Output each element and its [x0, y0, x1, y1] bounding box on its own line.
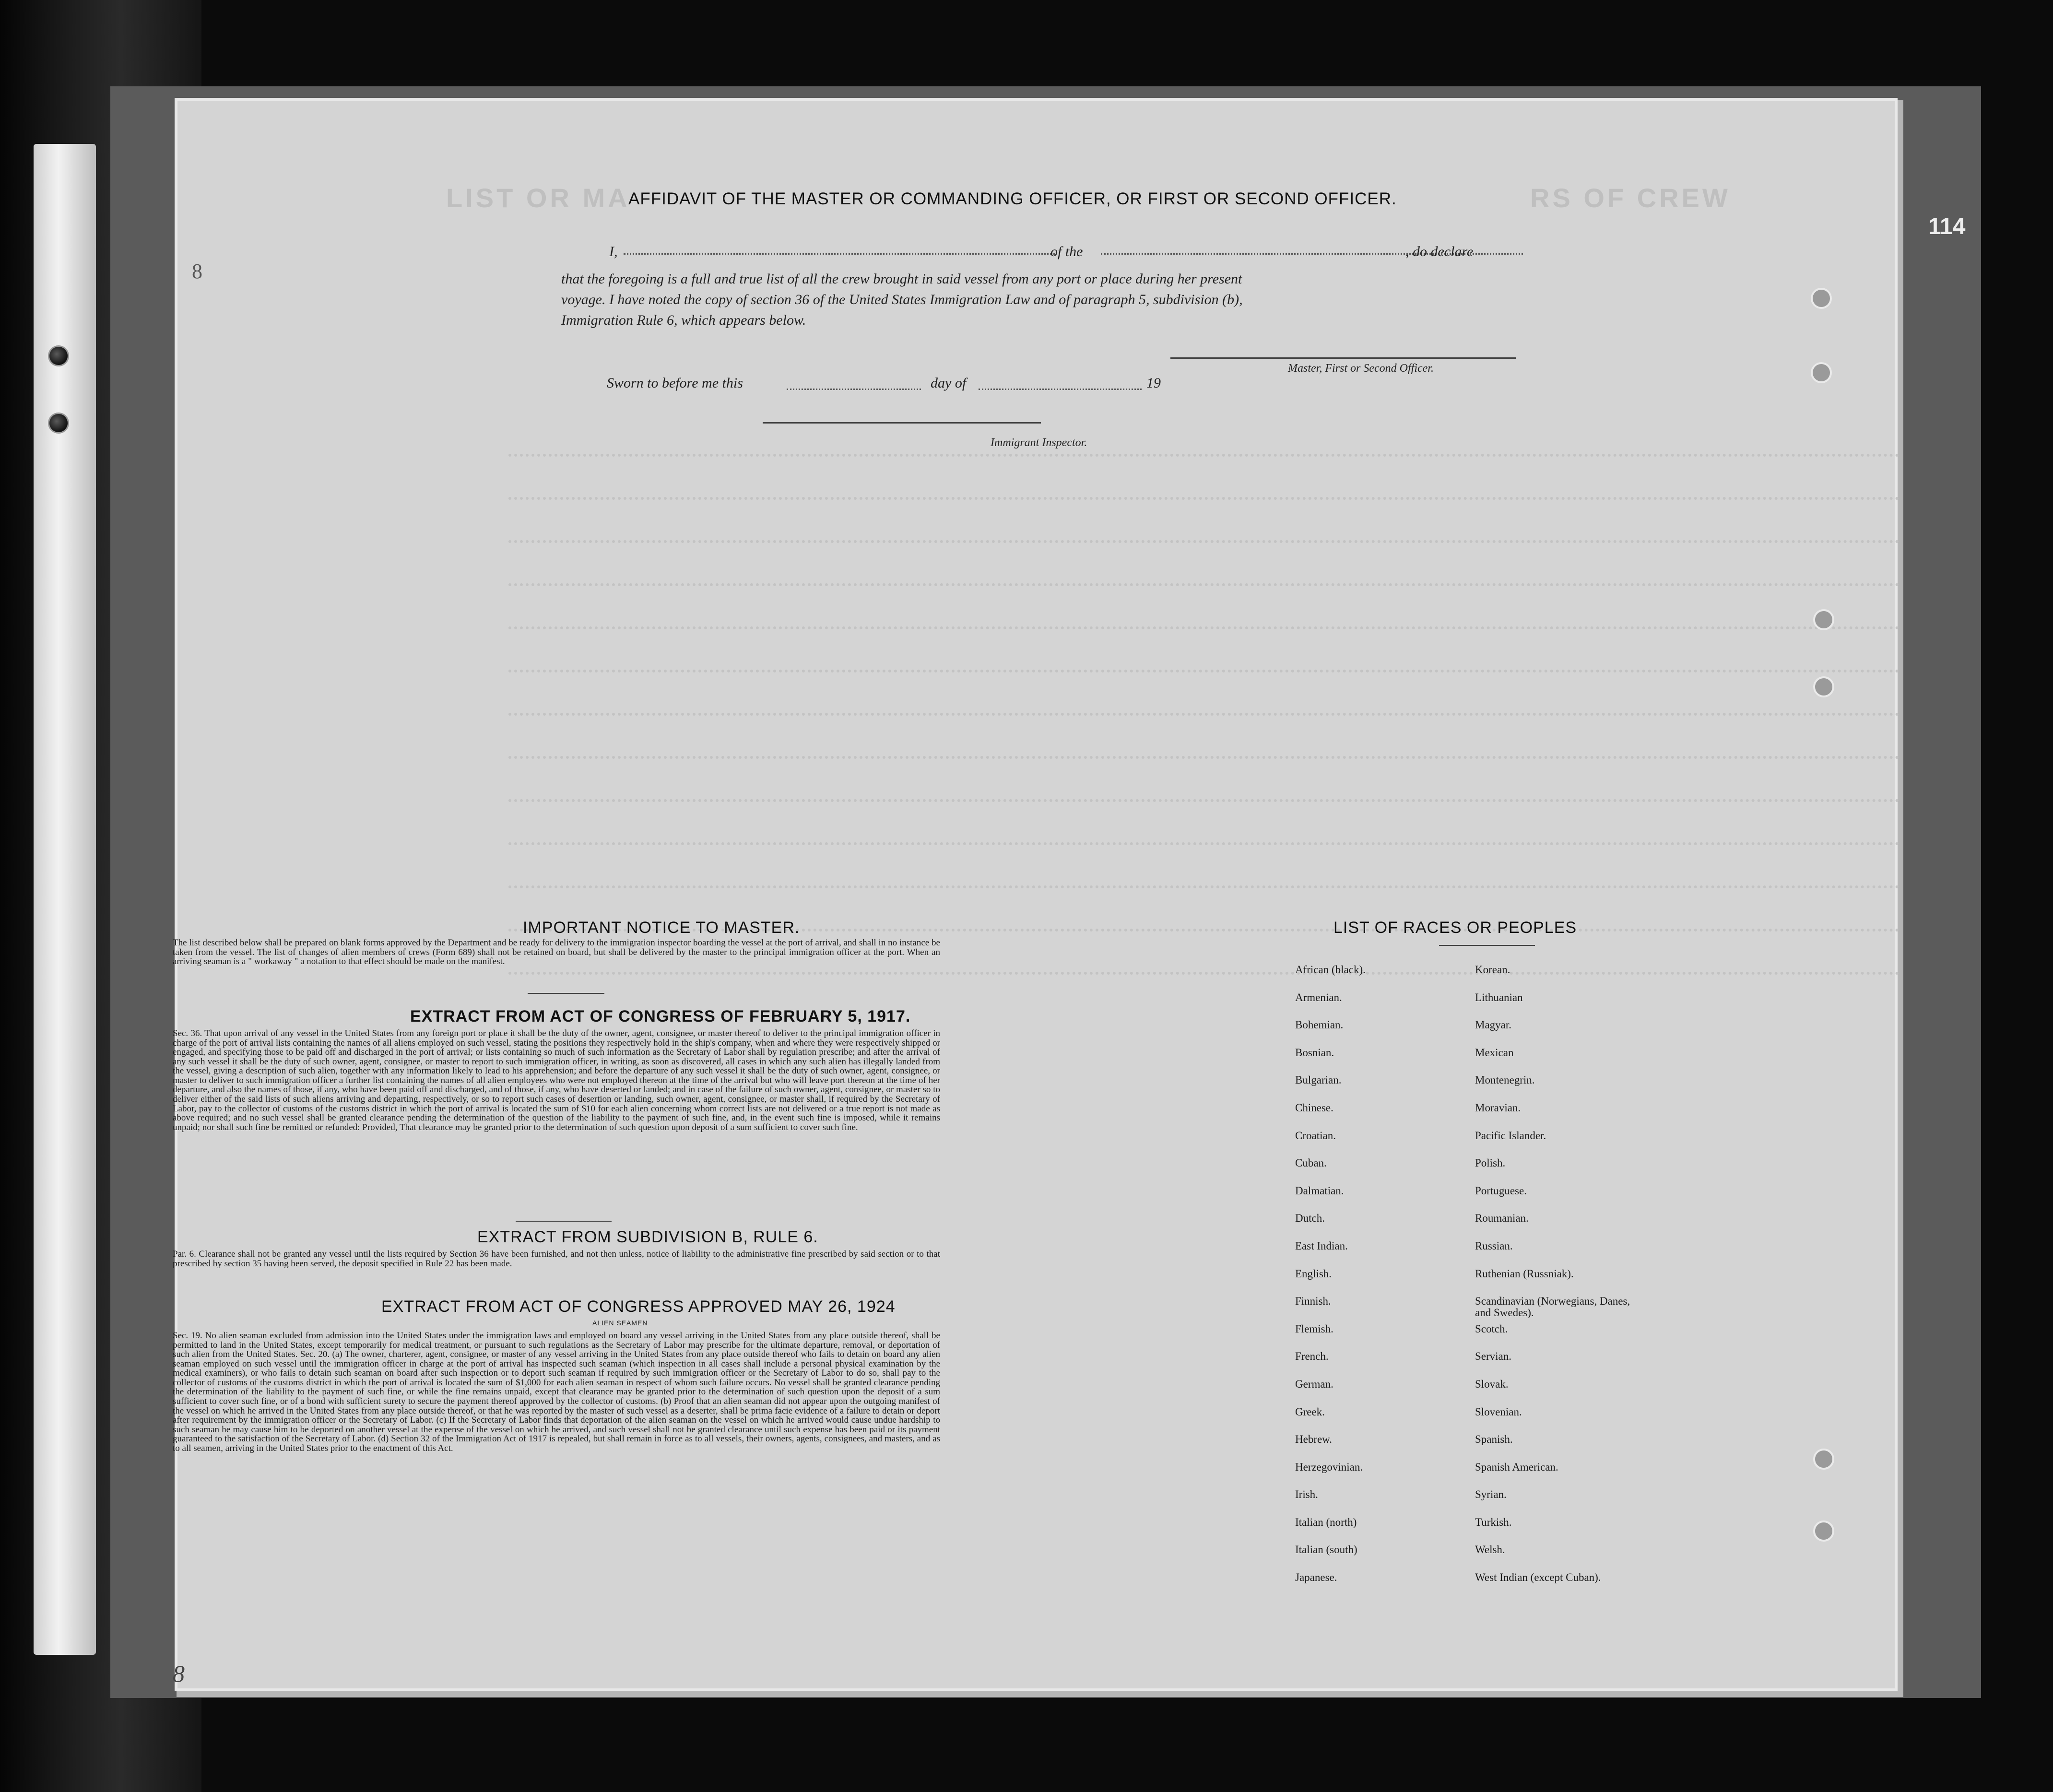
sworn-label: Sworn to before me this	[607, 375, 743, 391]
race-item: Herzegovinian.	[1295, 1461, 1363, 1473]
section-divider	[528, 993, 604, 994]
race-item: Bulgarian.	[1295, 1074, 1342, 1086]
extract-1917-title: EXTRACT FROM ACT OF CONGRESS OF FEBRUARY 5, 1917.	[410, 1007, 911, 1026]
race-item: French.	[1295, 1350, 1329, 1363]
race-item: Montenegrin.	[1475, 1074, 1535, 1086]
bleed-through-row	[508, 700, 1900, 716]
page-punch-hole	[1813, 1449, 1834, 1470]
race-item: Croatian.	[1295, 1129, 1336, 1142]
race-item: Scandinavian (Norwegians, Danes, and Swedes).	[1475, 1295, 1630, 1319]
notice-body: The list described below shall be prepared on blank forms approved by the Department and be ready for delivery to the immigration inspector boarding the vessel at the port of arrival, and shall in no instance be taken from the vessel. The list of changes of alien members of crews (Form 689) shall not be retained on board, but shall be delivered by the master to the principal immigration officer at the port. When an arriving seaman is a " workaway " a notation to that effect should be made on the manifest.	[173, 938, 940, 967]
year-label: 19	[1146, 375, 1161, 391]
inspector-label: Immigrant Inspector.	[991, 436, 1087, 449]
race-item: African (black).	[1295, 964, 1366, 976]
race-item: Bosnian.	[1295, 1046, 1334, 1059]
bleed-through-row	[508, 787, 1900, 802]
race-item: Italian (north)	[1295, 1516, 1357, 1528]
sworn-day-line[interactable]	[787, 389, 921, 390]
race-item: Dalmatian.	[1295, 1184, 1344, 1197]
race-item: Finnish.	[1295, 1295, 1331, 1308]
race-item: Cuban.	[1295, 1157, 1327, 1169]
race-item: Slovak.	[1475, 1378, 1509, 1390]
bleed-through-row	[508, 614, 1900, 629]
race-item: Dutch.	[1295, 1212, 1325, 1225]
race-item: Spanish American.	[1475, 1461, 1558, 1473]
bleed-through-row	[508, 571, 1900, 586]
extract-1917-body: Sec. 36. That upon arrival of any vessel in the United States from any foreign port or place it shall be the duty of the owner, agent, consignee, or master thereof to deliver to the principal immigration officer in charge of the port of arrival lists containing the names of all aliens employed on such vessel, stating the positions they respectively hold in the ship's company, when and where they were respectively shipped or engaged, and specifying those to be paid off and discharged in the port of arrival; or lists containing so much of such information as the Secretary of Labor shall by regulation prescribe; and after the arrival of any such vessel it shall be the duty of such owner, agent, consignee, or master to report to such immigration officer, in writing, as soon as discovered, all cases in which any such alien has illegally landed from the vessel, giving a description of such alien, together with any information likely to lead to his apprehension; and before the departure of any such vessel it shall be the duty of such owner, agent, consignee, or master to deliver to such immigration officer a further list containing the names of all alien employees who were not employed thereon at the time of the arrival but who will leave port thereon at the time of her departure, and also the names of those, if any, who have been paid off and discharged, and of those, if any, who have deserted or landed; and in case of the failure of such owner, agent, consignee, or master so to deliver either of the said lists of such aliens arriving and departing, respectively, or so to report such cases of desertion or landing, such owner, agent, consignee, or master shall, if required by the Secretary of Labor, pay to the collector of customs of the customs district in which the port of arrival is located the sum of $10 for each alien concerning whom correct lists are not delivered or a true report is not made as above required; and no such vessel shall be granted clearance pending the determination of the question of the liability to the payment of such fine, and, in the event such fine is imposed, while it remains unpaid; nor shall such fine be remitted or refunded: Provided, That clearance may be granted prior to the determination of such question upon deposit of a sum sufficient to cover such fine.	[173, 1028, 940, 1132]
affidavit-i-label: I,	[609, 244, 618, 259]
bleed-through-row	[508, 441, 1900, 457]
race-item: German.	[1295, 1378, 1333, 1390]
race-item: Syrian.	[1475, 1488, 1507, 1501]
folio-mark-left: 8	[192, 259, 202, 283]
binder-hole	[48, 413, 69, 434]
page-punch-hole	[1811, 288, 1832, 309]
bleed-through-text: RS OF CREW	[1530, 183, 1731, 213]
race-item: Irish.	[1295, 1488, 1318, 1501]
inspector-signature-line[interactable]	[763, 422, 1041, 424]
folio-mark-bottom: 8	[173, 1660, 185, 1687]
binder-strip	[34, 144, 96, 1655]
section-divider	[516, 1221, 612, 1222]
race-item: Korean.	[1475, 964, 1510, 976]
race-item: Italian (south)	[1295, 1544, 1357, 1556]
race-item: Roumanian.	[1475, 1212, 1529, 1225]
race-item: Lithuanian	[1475, 991, 1523, 1003]
races-list-left	[1295, 964, 1477, 1600]
race-item: East Indian.	[1295, 1239, 1348, 1252]
extract-rule6-body: Par. 6. Clearance shall not be granted any vessel until the lists required by Section 36 have been furnished, and not then unless, notice of liability to the administrative fine prescribed by said section or to that prescribed by section 35 having been served, the deposit specified in Rule 22 has been made.	[173, 1249, 940, 1269]
sworn-month-line[interactable]	[979, 389, 1142, 390]
race-item: Scotch.	[1475, 1322, 1508, 1335]
master-name-line[interactable]	[624, 253, 1055, 255]
master-signature-line[interactable]	[1170, 357, 1516, 359]
folio-mark-right: 114	[1928, 214, 1966, 239]
bleed-through-row	[508, 657, 1900, 672]
binder-hole	[48, 345, 69, 366]
bleed-through-text: LIST OR MA	[446, 183, 630, 213]
bleed-through-row	[508, 743, 1900, 759]
page-punch-hole	[1813, 676, 1834, 697]
race-item: Hebrew.	[1295, 1433, 1333, 1446]
race-item: Slovenian.	[1475, 1405, 1522, 1418]
race-item: Mexican	[1475, 1046, 1514, 1059]
day-of-label: day of	[931, 375, 967, 391]
page-punch-hole	[1813, 1521, 1834, 1542]
affidavit-text-line: Immigration Rule 6, which appears below.	[561, 312, 806, 328]
race-item: Pacific Islander.	[1475, 1129, 1546, 1142]
races-list-right	[1475, 964, 1648, 1600]
document-page	[173, 101, 1895, 1688]
extract-rule6-title: EXTRACT FROM SUBDIVISION B, RULE 6.	[477, 1228, 818, 1246]
race-item: Armenian.	[1295, 991, 1342, 1003]
race-item: Ruthenian (Russniak).	[1475, 1267, 1574, 1280]
races-title: LIST OF RACES OR PEOPLES	[1333, 919, 1577, 937]
race-item: Welsh.	[1475, 1544, 1505, 1556]
notice-title: IMPORTANT NOTICE TO MASTER.	[523, 919, 800, 937]
race-item: Polish.	[1475, 1157, 1506, 1169]
race-item: Spanish.	[1475, 1433, 1513, 1446]
race-item: Turkish.	[1475, 1516, 1512, 1528]
race-item: Flemish.	[1295, 1322, 1333, 1335]
affidavit-text-line: that the foregoing is a full and true list of all the crew brought in said vessel from any port or place during her present	[561, 271, 1242, 287]
race-item: Japanese.	[1295, 1571, 1337, 1584]
bleed-through-row	[508, 873, 1900, 888]
extract-1924-subtitle: ALIEN SEAMEN	[592, 1319, 648, 1327]
race-item: Magyar.	[1475, 1019, 1512, 1031]
race-item: Moravian.	[1475, 1101, 1521, 1114]
race-item: Chinese.	[1295, 1101, 1333, 1114]
extract-1924-body: Sec. 19. No alien seaman excluded from admission into the United States under the immigration laws and employed on board any vessel arriving in the United States from any place outside thereof, shall be permitted to land in the United States, except temporarily for medical treatment, or pursuant to such regulations as the Secretary of Labor may prescribe for the ultimate departure, removal, or deportation of such alien from the United States. Sec. 20. (a) The owner, charterer, agent, consignee, or master of any vessel arriving in the United States from any place outside thereof who fails to detain on board any alien seaman employed on such vessel until the immigration officer in charge at the port of arrival has inspected such seaman (which inspection in all cases shall include a personal physical examination by the medical examiners), or who fails to detain such seaman on board after such inspection or to deport such seaman if required by such immigration officer or the Secretary of Labor to do so, shall pay to the collector of customs of the customs district in which the port of arrival is located the sum of $1,000 for each alien seaman in respect of whom such failure occurs. No vessel shall be granted clearance pending the determination of the liability to the payment of such fine, or while the fine remains unpaid, except that clearance may be granted prior to the determination of such question upon the deposit of a sum sufficient to cover such fine, or of a bond with sufficient surety to secure the payment thereof approved by the collector of customs. (b) Proof that an alien seaman did not appear upon the outgoing manifest of the vessel on which he arrived in the United States from any place outside thereof, or that he was reported by the master of such vessel as a deserter, shall be prima facie evidence of a failure to detain or deport after requirement by the immigration officer or the Secretary of Labor. (c) If the Secretary of Labor finds that deportation of the alien seaman on the vessel on which he arrived would cause undue hardship to such seaman he may cause him to be deported on another vessel at the expense of the vessel on which he arrived, and such vessel shall not be granted clearance until such expense has been paid or its payment guaranteed to the satisfaction of the Secretary of Labor. (d) Section 32 of the Immigration Act of 1917 is repealed, but shall remain in force as to all vessels, their owners, agents, consignees, and masters, and as to all seamen, arriving in the United States prior to the enactment of this Act.	[173, 1331, 940, 1453]
bleed-through-row	[508, 830, 1900, 845]
page-punch-hole	[1813, 609, 1834, 630]
race-item: West Indian (except Cuban).	[1475, 1571, 1601, 1584]
affidavit-of-the-label: of the	[1050, 244, 1083, 259]
race-item: Greek.	[1295, 1405, 1325, 1418]
extract-1924-title: EXTRACT FROM ACT OF CONGRESS APPROVED MAY 26, 1924	[381, 1297, 896, 1316]
affidavit-text-line: voyage. I have noted the copy of section 36 of the United States Immigration Law and of paragraph 5, subdivision (b),	[561, 292, 1243, 307]
master-signature-label: Master, First or Second Officer.	[1288, 362, 1434, 375]
bleed-through-row	[508, 528, 1900, 543]
race-item: Russian.	[1475, 1239, 1513, 1252]
section-divider	[1439, 945, 1535, 946]
race-item: English.	[1295, 1267, 1332, 1280]
page-punch-hole	[1811, 362, 1832, 383]
race-item: Servian.	[1475, 1350, 1512, 1363]
affidavit-declare-label: , do declare	[1405, 244, 1474, 259]
bleed-through-row	[508, 484, 1900, 500]
race-item: Bohemian.	[1295, 1019, 1344, 1031]
race-item: Portuguese.	[1475, 1184, 1527, 1197]
affidavit-title: AFFIDAVIT OF THE MASTER OR COMMANDING OFFICER, OR FIRST OR SECOND OFFICER.	[628, 189, 1397, 208]
